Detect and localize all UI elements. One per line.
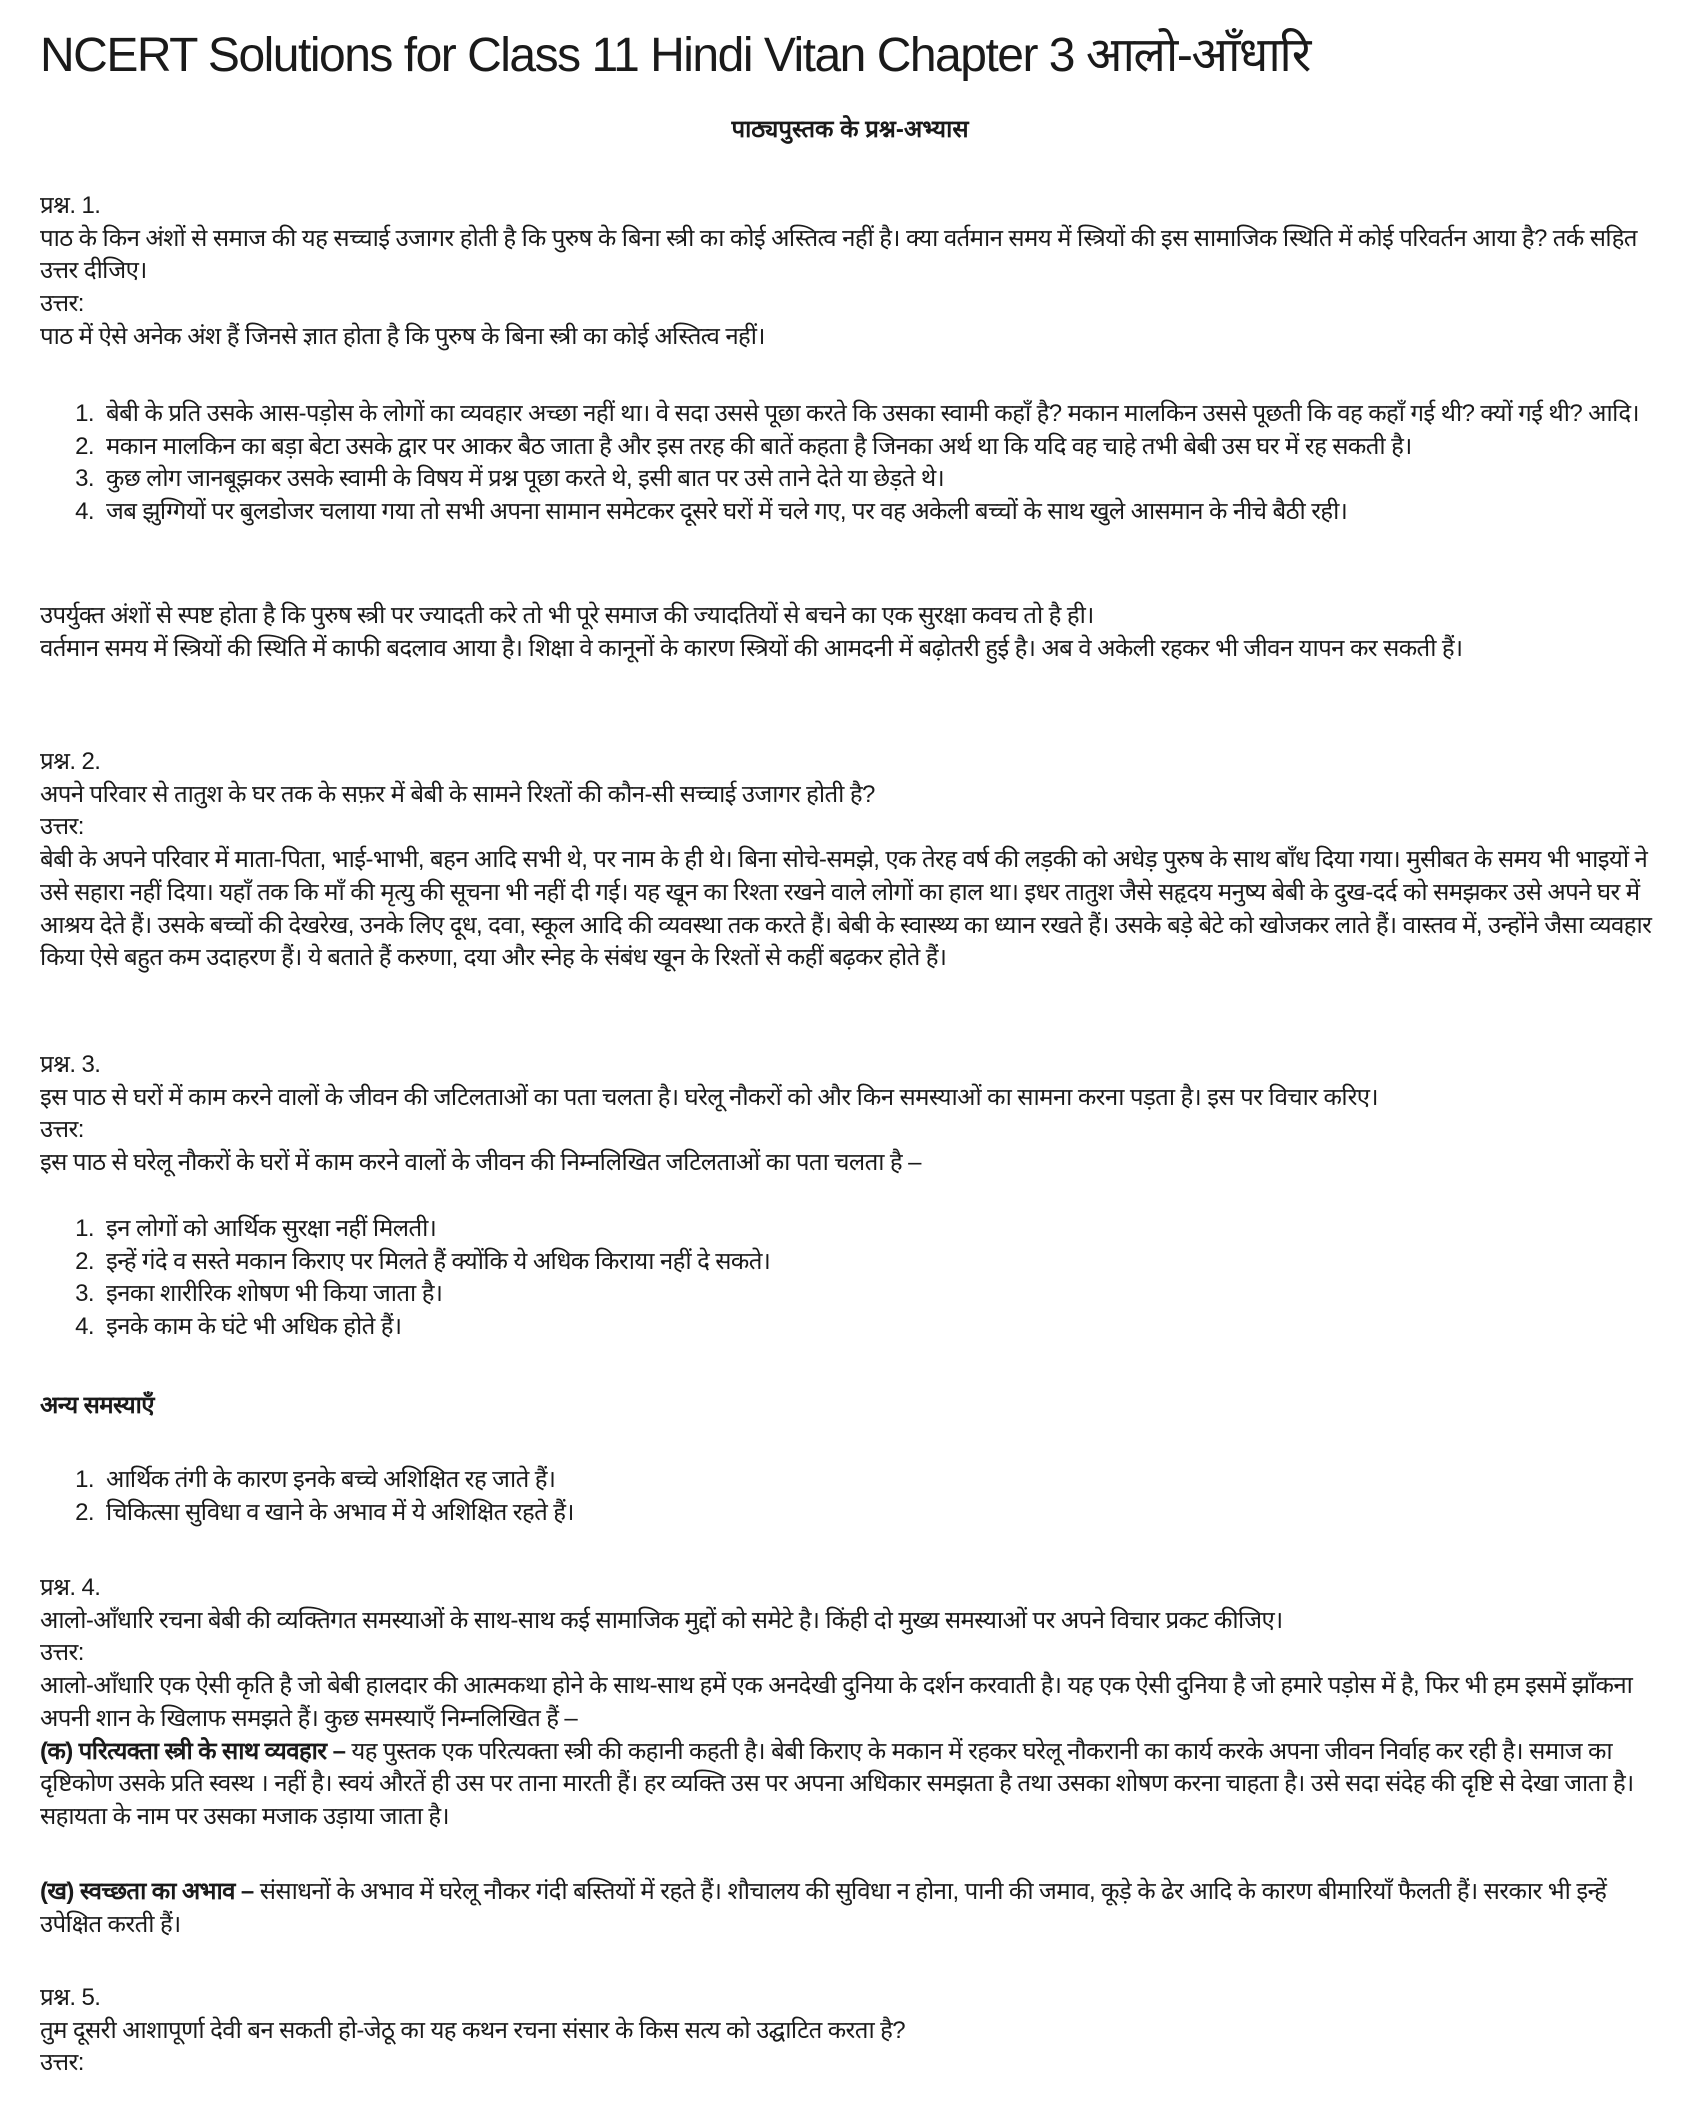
answer-intro: आलो-आँधारि एक ऐसी कृति है जो बेबी हालदार की आत्मकथा होने के साथ-साथ हमें एक अनदेखी दुनिया के दर्शन करवाती है। यह एक ऐसी दुनिया है जो हमारे पड़ोस में है, फिर भी हम इसमें झाँकना अपनी शान के खिलाफ समझते हैं। कुछ समस्याएँ निम्नलिखित हैं – bbox=[40, 1672, 1633, 1732]
answer-label: उत्तर: bbox=[40, 1116, 84, 1144]
other-problems-list bbox=[40, 1464, 1680, 1529]
conclusion-text: उपर्युक्त अंशों से स्पष्ट होता है कि पुरुष स्त्री पर ज्यादती करे तो भी पूरे समाज की ज्यादतियों से बचने का एक सुरक्षा कवच तो है ही। bbox=[40, 602, 1094, 629]
list-item: 3. इनका शारीरिक शोषण भी किया जाता है। bbox=[100, 1278, 1680, 1311]
other-problems-heading bbox=[40, 1390, 1660, 1423]
question-2 bbox=[40, 746, 1660, 975]
list-item: 2. चिकित्सा सुविधा व खाने के अभाव में ये अशिक्षित रहते हैं। bbox=[100, 1497, 1680, 1530]
answer-label: उत्तर: bbox=[40, 1639, 84, 1667]
question-text: इस पाठ से घरों में काम करने वालों के जीवन की जटिलताओं का पता चलता है। घरेलू नौकरों को और किन समस्याओं का सामना करना पड़ता है। इस पर विचार करिए। bbox=[40, 1083, 1378, 1111]
answer-label: उत्तर: bbox=[40, 290, 84, 318]
q4-point-b bbox=[40, 1876, 1660, 1941]
answer-label: उत्तर: bbox=[40, 813, 84, 841]
point-b-heading: (ख) स्वच्छता का अभाव – bbox=[40, 1878, 254, 1905]
list-item: 4. इनके काम के घंटे भी अधिक होते हैं। bbox=[100, 1311, 1680, 1344]
question-text: अपने परिवार से तातुश के घर तक के सफ़र में बेबी के सामने रिश्तों की कौन-सी सच्चाई उजागर होती है? bbox=[40, 780, 875, 808]
answer-intro: इस पाठ से घरेलू नौकरों के घरों में काम करने वालों के जीवन की निम्नलिखित जटिलताओं का पता चलता है – bbox=[40, 1149, 921, 1177]
list-item: 2. इन्हें गंदे व सस्ते मकान किराए पर मिलते हैं क्योंकि ये अधिक किराया नहीं दे सकते। bbox=[100, 1246, 1680, 1279]
question-text: आलो-आँधारि रचना बेबी की व्यक्तिगत समस्याओं के साथ-साथ कई सामाजिक मुद्दों को समेटे है। किंही दो मुख्य समस्याओं पर अपने विचार प्रकट कीजिए। bbox=[40, 1606, 1283, 1634]
question-label: प्रश्न. 5. bbox=[40, 1984, 101, 2011]
question-4 bbox=[40, 1572, 1660, 1834]
point-a bbox=[40, 1736, 1660, 1834]
question-5 bbox=[40, 1982, 1660, 2080]
heading-text: अन्य समस्याएँ bbox=[40, 1392, 154, 1419]
q1-points-list bbox=[40, 398, 1680, 529]
q1-conclusion bbox=[40, 600, 1660, 665]
answer-label: उत्तर: bbox=[40, 2049, 84, 2077]
question-3 bbox=[40, 1049, 1660, 1180]
question-label: प्रश्न. 2. bbox=[40, 748, 101, 775]
point-b-text: संसाधनों के अभाव में घरेलू नौकर गंदी बस्तियों में रहते हैं। शौचालय की सुविधा न होना, पानी की जमाव, कूड़े के ढेर आदि के कारण बीमारियाँ फैलती हैं। सरकार भी इन्हें उपेक्षित करती हैं। bbox=[40, 1878, 1607, 1938]
list-item: 1. आर्थिक तंगी के कारण इनके बच्चे अशिक्षित रह जाते हैं। bbox=[100, 1464, 1680, 1497]
page-title: NCERT Solutions for Class 11 Hindi Vitan Chapter 3 आलो-आँधारि bbox=[40, 29, 1310, 82]
question-text: तुम दूसरी आशापूर्णा देवी बन सकती हो-जेठू का यह कथन रचना संसार के किस सत्य को उद्घाटित करता है? bbox=[40, 2016, 906, 2044]
question-text: पाठ के किन अंशों से समाज की यह सच्चाई उजागर होती है कि पुरुष के बिना स्त्री का कोई अस्तित्व नहीं है। क्या वर्तमान समय में स्त्रियों की इस सामाजिक स्थिति में कोई परिवर्तन आया है? तर्क सहित उत्तर दीजिए। bbox=[40, 224, 1637, 285]
conclusion-text: वर्तमान समय में स्त्रियों की स्थिति में काफी बदलाव आया है। शिक्षा वे कानूनों के कारण स्त्रियों की आमदनी में बढ़ोतरी हुई है। अब वे अकेली रहकर भी जीवन यापन कर सकती हैं। bbox=[40, 634, 1463, 662]
question-label: प्रश्न. 1. bbox=[40, 192, 101, 219]
point-a-heading: (क) परित्यक्ता स्त्री के साथ व्यवहार – bbox=[40, 1737, 346, 1765]
list-item: 1. बेबी के प्रति उसके आस-पड़ोस के लोगों का व्यवहार अच्छा नहीं था। वे सदा उससे पूछा करते कि उसका स्वामी कहाँ है? मकान मालकिन उससे पूछती कि वह कहाँ गई थी? क्यों गई थी? आदि। bbox=[100, 398, 1680, 431]
list-item: 3. कुछ लोग जानबूझकर उसके स्वामी के विषय में प्रश्न पूछा करते थे, इसी बात पर उसे ताने देते या छेड़ते थे। bbox=[100, 463, 1680, 496]
point-a-text: यह पुस्तक एक परित्यक्ता स्त्री की कहानी कहती है। बेबी किराए के मकान में रहकर घरेलू नौकरानी का कार्य करके अपना जीवन निर्वाह कर रही है। समाज का दृष्टिकोण उसके प्रति स्वस्थ । नहीं है। स्वयं औरतें ही उस पर ताना मारती हैं। हर व्यक्ति उस पर अपना अधिकार समझता है तथा उसका शोषण करना चाहता है। उसे सदा संदेह की दृष्टि से देखा जाता है। सहायता के नाम पर उसका मजाक उड़ाया जाता है। bbox=[40, 1737, 1634, 1830]
question-label: प्रश्न. 3. bbox=[40, 1051, 101, 1078]
section-subtitle: पाठ्यपुस्तक के प्रश्न-अभ्यास bbox=[731, 116, 969, 143]
list-item: 4. जब झुग्गियों पर बुलडोजर चलाया गया तो सभी अपना सामान समेटकर दूसरे घरों में चले गए, पर वह अकेली बच्चों के साथ खुले आसमान के नीचे बैठी रही। bbox=[100, 496, 1680, 529]
list-item: 1. इन लोगों को आर्थिक सुरक्षा नहीं मिलती। bbox=[100, 1213, 1680, 1246]
question-label: प्रश्न. 4. bbox=[40, 1574, 101, 1601]
list-item: 2. मकान मालकिन का बड़ा बेटा उसके द्वार पर आकर बैठ जाता है और इस तरह की बातें कहता है जिनका अर्थ था कि यदि वह चाहे तभी बेबी उस घर में रह सकती है। bbox=[100, 431, 1680, 464]
answer-text: बेबी के अपने परिवार में माता-पिता, भाई-भाभी, बहन आदि सभी थे, पर नाम के ही थे। बिना सोचे-समझे, एक तेरह वर्ष की लड़की को अधेड़ पुरुष के साथ बाँध दिया गया। मुसीबत के समय भी भाइयों ने उसे सहारा नहीं दिया। यहाँ तक कि माँ की मृत्यु की सूचना भी नहीं दी गई। यह खून का रिश्ता रखने वाले लोगों का हाल था। इधर तातुश जैसे सहृदय मनुष्य बेबी के दुख-दर्द को समझकर उसे अपने घर में आश्रय देते हैं। उसके बच्चों की देखरेख, उनके लिए दूध, दवा, स्कूल आदि की व्यवस्था तक करते हैं। बेबी के स्वास्थ्य का ध्यान रखते हैं। उसके बड़े बेटे को खोजकर लाते हैं। वास्तव में, उन्होंने जैसा व्यवहार किया ऐसे बहुत कम उदाहरण हैं। ये बताते हैं करुणा, दया और स्नेह के संबंध खून के रिश्तों से कहीं बढ़कर होते हैं। bbox=[40, 846, 1652, 972]
question-1 bbox=[40, 190, 1660, 354]
answer-intro: पाठ में ऐसे अनेक अंश हैं जिनसे ज्ञात होता है कि पुरुष के बिना स्त्री का कोई अस्तित्व नहीं। bbox=[40, 322, 765, 350]
q3-points-list bbox=[40, 1213, 1680, 1344]
